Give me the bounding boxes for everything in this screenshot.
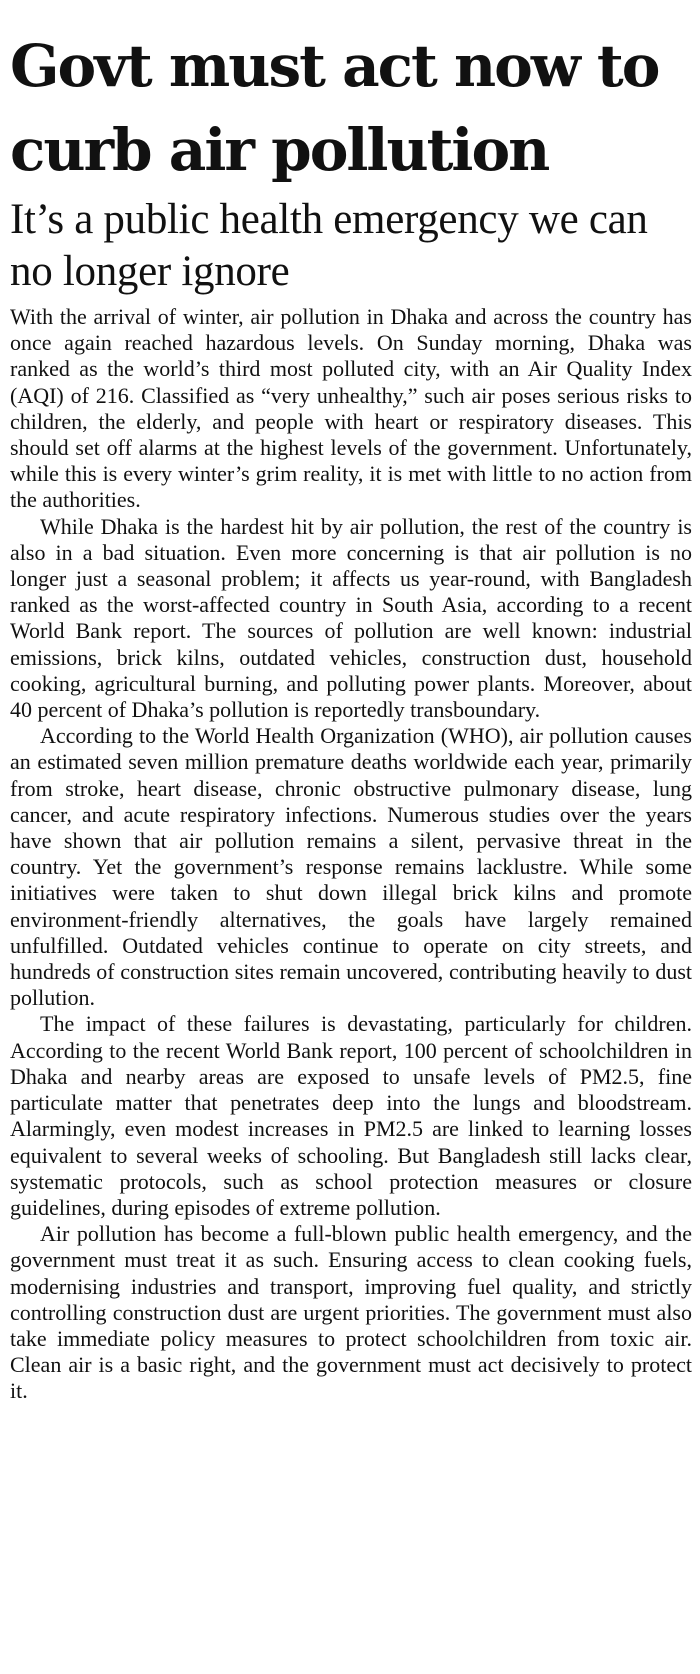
- paragraph-5: Air pollution has become a full-blown public health emergency, and the government must treat it as such. Ensuring access to clean cooking fuels, modernising industries and transport, improving fuel quality, and strictly controlling construction dust are urgent priorities. The government must also take immediate policy measures to protect schoolchildren from toxic air. Clean air is a basic right, and the government must act decisively to protect it.: [10, 1221, 692, 1404]
- subheadline: It’s a public health emergency we can no longer ignore: [10, 196, 648, 295]
- paragraph-3: According to the World Health Organization (WHO), air pollution causes an estimated seven million premature deaths worldwide each year, primarily from stroke, heart disease, chronic obstructive pulmonary disease, lung cancer, and acute respiratory infections. Numerous studies over the years have shown that air pollution remains a silent, pervasive threat in the country. Yet the government’s response remains lacklustre. While some initiatives were taken to shut down illegal brick kilns and promote environment-friendly alternatives, the goals have largely remained unfulfilled. Outdated vehicles continue to operate on city streets, and hundreds of construction sites remain uncovered, contributing heavily to dust pollution.: [10, 723, 692, 1011]
- headline: Govt must act now to curb air pollution: [10, 32, 659, 184]
- paragraph-1: With the arrival of winter, air pollution in Dhaka and across the country has once again reached hazardous levels. On Sunday morning, Dhaka was ranked as the world’s third most polluted city, with an Air Quality Index (AQI) of 216. Classified as “very unhealthy,” such air poses serious risks to children, the elderly, and people with heart or respiratory diseases. This should set off alarms at the highest levels of the government. Unfortunately, while this is every winter’s grim reality, it is met with little to no action from the authorities.: [10, 304, 692, 513]
- article-body: [10, 304, 692, 1405]
- paragraph-2: While Dhaka is the hardest hit by air pollution, the rest of the country is also in a bad situation. Even more concerning is that air pollution is no longer just a seasonal problem; it affects us year-round, with Bangladesh ranked as the worst-affected country in South Asia, according to a recent World Bank report. The sources of pollution are well known: industrial emissions, brick kilns, outdated vehicles, construction dust, household cooking, agricultural burning, and polluting power plants. Moreover, about 40 percent of Dhaka’s pollution is reportedly transboundary.: [10, 513, 692, 723]
- paragraph-4: The impact of these failures is devastating, particularly for children. According to the recent World Bank report, 100 percent of schoolchildren in Dhaka and nearby areas are exposed to unsafe levels of PM2.5, fine particulate matter that penetrates deep into the lungs and bloodstream. Alarmingly, even modest increases in PM2.5 are linked to learning losses equivalent to several weeks of schooling. But Bangladesh still lacks clear, systematic protocols, such as school protection measures or closure guidelines, during episodes of extreme pollution.: [10, 1011, 692, 1220]
- editorial-article: [10, 24, 692, 1405]
